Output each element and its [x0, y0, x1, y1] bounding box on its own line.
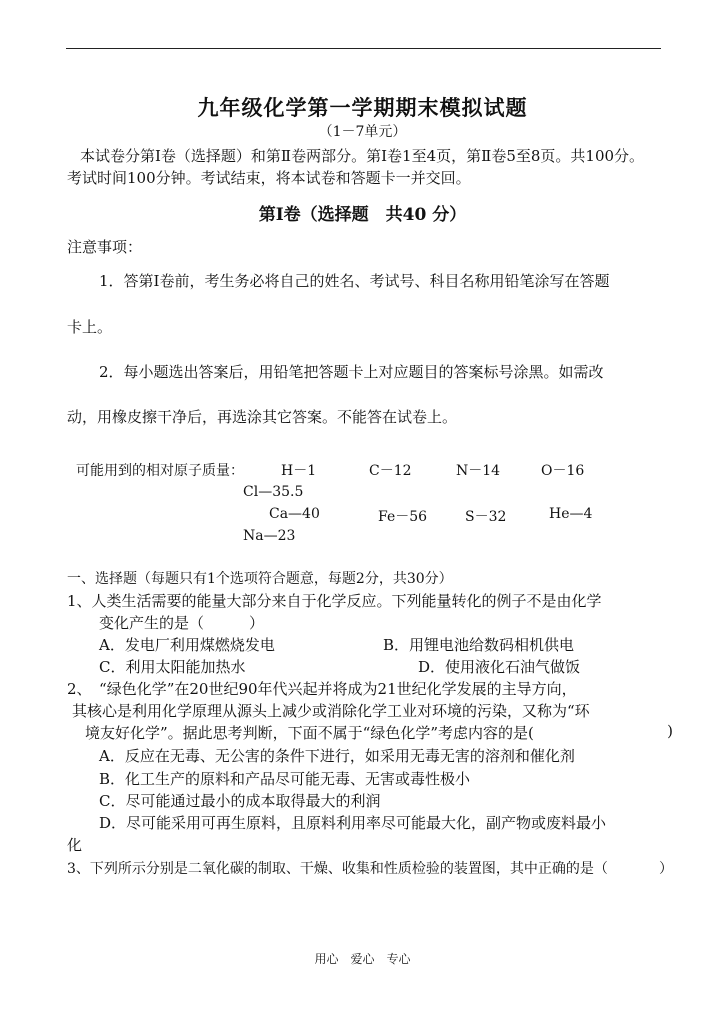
question-2-line-1: 2、 “绿色化学”在20世纪90年代兴起并将成为21世纪化学发展的主导方向，	[67, 680, 577, 698]
note-2-line-1: 2．每小题选出答案后，用铅笔把答题卡上对应题目的答案标号涂黑。如需改	[99, 363, 604, 381]
page-title: 九年级化学第一学期期末模拟试题	[197, 95, 528, 120]
header-rule	[66, 48, 661, 49]
question-1-option-b: B．用锂电池给数码相机供电	[383, 636, 575, 654]
question-3-line-1: 3、下列所示分别是二氧化碳的制取、干燥、收集和性质检验的装置图，其中正确的是（	[67, 861, 608, 877]
question-2-option-b: B．化工生产的原料和产品尽可能无毒、无害或毒性极小	[99, 770, 471, 788]
intro-line-1: 本试卷分第Ⅰ卷（选择题）和第Ⅱ卷两部分。第Ⅰ卷1至4页，第Ⅱ卷5至8页。共100分。	[80, 147, 645, 165]
question-2-answer-paren: )	[667, 722, 673, 740]
atomic-mass-fe: Fe－56	[378, 509, 428, 525]
question-2-line-3: 境友好化学”。据此思考判断，下面不属于“绿色化学”考虑内容的是(	[85, 724, 534, 742]
atomic-mass-he: He—4	[549, 506, 593, 522]
question-1-option-a: A．发电厂利用煤燃烧发电	[99, 636, 275, 654]
question-1-option-c: C．利用太阳能加热水	[99, 658, 246, 676]
question-1-line-1: 1、人类生活需要的能量大部分来自于化学反应。下列能量转化的例子不是由化学	[67, 592, 602, 610]
question-2-option-a: A．反应在无毒、无公害的条件下进行，如采用无毒无害的溶剂和催化剂	[99, 747, 575, 765]
atomic-mass-label: 可能用到的相对原子质量：	[76, 463, 244, 479]
atomic-mass-s: S－32	[465, 509, 507, 525]
question-2-option-c: C．尽可能通过最小的成本取得最大的利润	[99, 792, 381, 810]
notes-label: 注意事项：	[67, 238, 143, 256]
atomic-mass-o: O－16	[541, 463, 585, 479]
atomic-mass-cl: Cl—35.5	[243, 484, 304, 500]
atomic-mass-n: N－14	[456, 463, 501, 479]
note-1-line-1: 1．答第Ⅰ卷前，考生务必将自己的姓名、考试号、科目名称用铅笔涂写在答题	[99, 272, 610, 290]
atomic-mass-h: H－1	[281, 463, 317, 479]
section-heading: 第Ⅰ卷（选择题 共40 分）	[258, 205, 467, 225]
question-3-answer-paren: ）	[659, 861, 673, 877]
question-2-option-d-line-2: 化	[67, 836, 83, 854]
atomic-mass-c: C－12	[369, 463, 412, 479]
atomic-mass-na: Na—23	[243, 528, 296, 544]
page-footer: 用心 爱心 专心	[314, 952, 411, 966]
question-2-option-d-line-1: D．尽可能采用可再生原料，且原料利用率尽可能最大化，副产物或废料最小	[99, 814, 607, 832]
note-1-line-2: 卡上。	[67, 318, 113, 336]
question-1-option-d: D．使用液化石油气做饭	[418, 658, 581, 676]
intro-line-2: 考试时间100分钟。考试结束，将本试卷和答题卡一并交回。	[67, 169, 471, 187]
question-2-line-2: 其核心是利用化学原理从源头上减少或消除化学工业对环境的污染，又称为“环	[72, 702, 590, 720]
part-1-heading: 一、选择题（每题只有1个选项符合题意，每题2分，共30分）	[67, 571, 453, 587]
atomic-mass-ca: Ca—40	[269, 506, 320, 522]
page-subtitle: （1－7单元）	[318, 124, 407, 140]
question-1-line-2: 变化产生的是（ ）	[99, 614, 265, 632]
note-2-line-2: 动，用橡皮擦干净后，再选涂其它答案。不能答在试卷上。	[67, 408, 458, 426]
